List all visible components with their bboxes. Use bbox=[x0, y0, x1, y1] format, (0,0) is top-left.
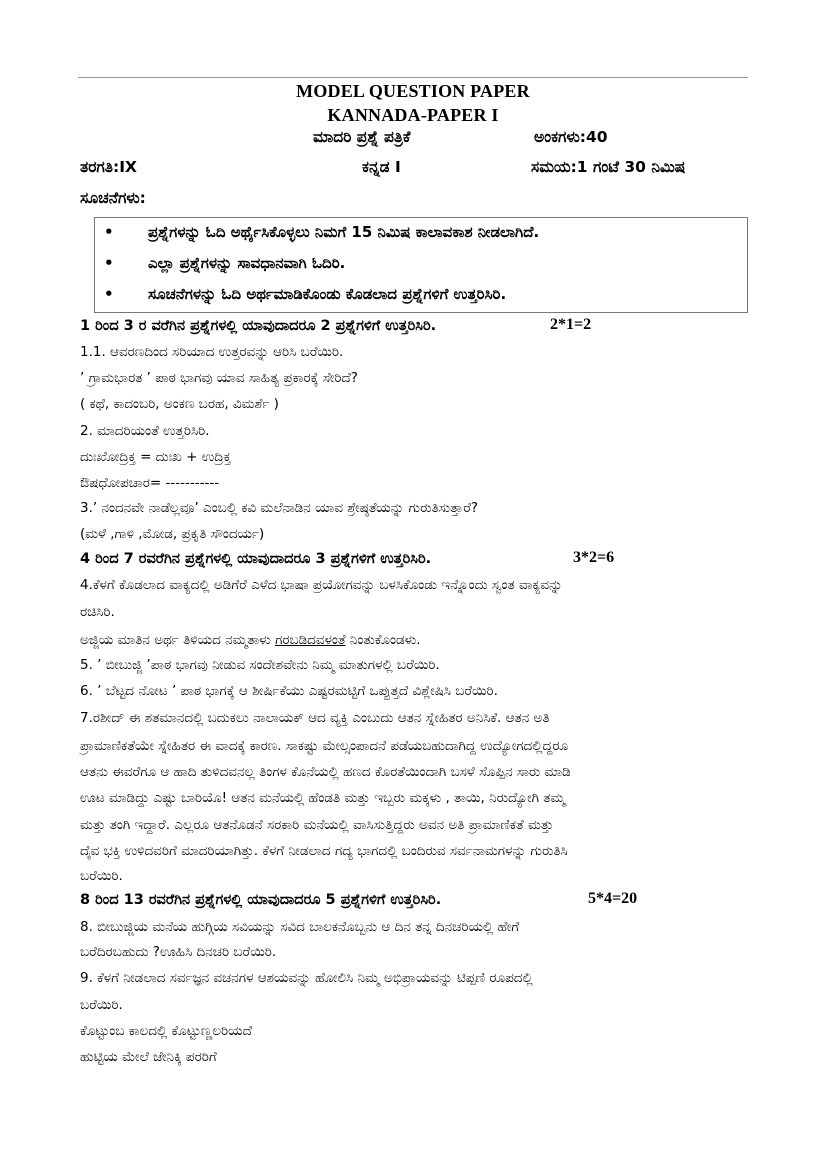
section-3-heading bbox=[80, 890, 638, 908]
section-2-heading bbox=[80, 549, 615, 567]
question-line: ಆತನು ಈವರೆಗೂ ಆ ಹಾದಿ ತುಳಿದವನಲ್ಲ ತಿಂಗಳ ಕೊನೆಯಲ್ಲಿ ಹಣದ ಕೊರತೆಯಿಂದಾಗಿ ಬಸಳೆ ಸೊಪ್ಪಿನ ಸಾರು ಮಾಡಿ bbox=[80, 764, 571, 780]
question-line: ಊಟ ಮಾಡಿದ್ದು ಎಷ್ಟು ಬಾರಿಯೊ! ಆತನ ಮನೆಯಲ್ಲಿ ಹೆಂಡತಿ ಮತ್ತು ಇಬ್ಬರು ಮಕ್ಕಳು , ತಾಯಿ, ನಿರುದ್ಯೋಗಿ ತಮ್ಮ bbox=[80, 790, 566, 806]
question-line: ದುಃಖೋದ್ರಿಕ್ತ = ದುಃಖ + ಉದ್ರಿಕ್ತ bbox=[80, 449, 231, 465]
question-line: 2. ಮಾದರಿಯಂತೆ ಉತ್ತರಿಸಿರಿ. bbox=[80, 423, 210, 439]
question-line: (ಮಳೆ ,ಗಾಳಿ ,ಮೋಡ, ಪ್ರಕೃತಿ ಸೌಂದರ್ಯ) bbox=[80, 526, 265, 542]
section-3-heading-text: 8 ರಿಂದ 13 ರವರೆಗಿನ ಪ್ರಶ್ನೆಗಳಲ್ಲಿ ಯಾವುದಾದರೂ 5 ಪ್ರಶ್ನೆಗಳಿಗೆ ಉತ್ತರಿಸಿರಿ. bbox=[80, 892, 442, 908]
question-line: 4.ಕೆಳಗೆ ಕೊಡಲಾದ ವಾಕ್ಯದಲ್ಲಿ ಅಡಿಗೆರೆ ಎಳೆದ ಭಾಷಾ ಪ್ರಯೋಗವನ್ನು ಬಳಸಿಕೊಂಡು ಇನ್ನೊಂದು ಸ್ವಂತ ವಾಕ್ಯವನ್ನು bbox=[80, 577, 563, 593]
class-label: ತರಗತಿ:IX bbox=[80, 158, 137, 176]
top-divider bbox=[78, 77, 748, 78]
instructions-label: ಸೂಚನೆಗಳು: bbox=[80, 189, 146, 207]
instruction-item bbox=[104, 285, 506, 303]
question-line: 5. ’ ಬೀಬುಜ್ಜಿ ’ಪಾಠ ಭಾಗವು ನೀಡುವ ಸಂದೇಶವೇನು ನಿಮ್ಮ ಮಾತುಗಳಲ್ಲಿ ಬರೆಯಿರಿ. bbox=[80, 657, 440, 673]
underlined-phrase: ಗರಬಡಿದವಳಂತೆ bbox=[275, 632, 346, 648]
question-line: ಬರೆಯಿರಿ. bbox=[80, 868, 123, 884]
sentence-part: ಅಜ್ಜಿಯ ಮಾತಿನ ಅರ್ಥ ತಿಳಿಯದ ನಮ್ಮತಾಳು bbox=[80, 632, 276, 648]
question-line: ಬರೆದಿರಬಹುದು ?ಊಹಿಸಿ ದಿನಚರಿ ಬರೆಯಿರಿ. bbox=[80, 944, 277, 960]
section-1-heading bbox=[80, 316, 592, 334]
instruction-item bbox=[104, 254, 345, 272]
question-line: 8. ಬೀಬುಜ್ಜಿಯ ಮನೆಯ ಹುಗ್ಗಿಯ ಸವಿಯನ್ನು ಸವಿದ ಬಾಲಕನೊಬ್ಬನು ಆ ದಿನ ತನ್ನ ದಿನಚರಿಯಲ್ಲಿ ಹೇಗೆ bbox=[80, 919, 520, 935]
bullet-icon: • bbox=[104, 285, 114, 303]
question-line: ಪ್ರಾಮಾಣಿಕತೆಯೇ ಸ್ನೇಹಿತರ ಈ ವಾದಕ್ಕೆ ಕಾರಣ. ಸಾಕಷ್ಟು ಮೇಲ್ಸಂಪಾದನೆ ಪಡೆಯಬಹುದಾಗಿದ್ದ ಉದ್ಯೋಗದಲ್ಲಿದ್ದರೂ bbox=[80, 738, 569, 754]
bullet-icon: • bbox=[104, 254, 114, 272]
verse-line: ಹುಟ್ಟಿಯ ಮೇಲೆ ಜೇನಿಕ್ಕಿ ಪರರಿಗೆ bbox=[80, 1049, 217, 1065]
section-2-marks: 3*2=6 bbox=[573, 549, 615, 566]
question-line: 6. ’ ಬೆಟ್ಟದ ನೋಟ ’ ಪಾಠ ಭಾಗಕ್ಕೆ ಆ ಶೀರ್ಷಿಕೆಯು ಎಷ್ಟರಮಟ್ಟಿಗೆ ಒಪ್ಪುತ್ತದೆ ವಿಶ್ಲೇಷಿಸಿ ಬರೆಯಿರಿ. bbox=[80, 683, 498, 699]
question-line: ( ಕಥೆ, ಕಾದಂಬರಿ, ಅಂಕಣ ಬರಹ, ವಿಮರ್ಶೆ ) bbox=[80, 396, 279, 412]
question-line: 9. ಕೆಳಗೆ ನೀಡಲಾದ ಸರ್ವಜ್ಞನ ವಚನಗಳ ಆಶಯವನ್ನು ಹೋಲಿಸಿ ನಿಮ್ಮ ಅಭಿಪ್ರಾಯವನ್ನು ಟಿಪ್ಪಣಿ ರೂಪದಲ್ಲಿ bbox=[80, 970, 533, 986]
sentence-part: ನಿಂತುಕೊಂಡಳು. bbox=[345, 632, 421, 648]
instruction-text: ಸೂಚನೆಗಳನ್ನು ಓದಿ ಅರ್ಥಮಾಡಿಕೊಂಡು ಕೊಡಲಾದ ಪ್ರಶ್ನೆಗಳಿಗೆ ಉತ್ತರಿಸಿರಿ. bbox=[148, 285, 507, 303]
question-line: ರಚಿಸಿರಿ. bbox=[80, 604, 115, 620]
bullet-icon: • bbox=[104, 223, 114, 241]
section-3-marks: 5*4=20 bbox=[588, 890, 638, 907]
instruction-text: ಎಲ್ಲಾ ಪ್ರಶ್ನೆಗಳನ್ನು ಸಾವಧಾನವಾಗಿ ಓದಿರಿ. bbox=[148, 254, 346, 272]
question-line bbox=[80, 632, 421, 648]
total-marks: ಅಂಕಗಳು:40 bbox=[534, 128, 608, 146]
paper-title: MODEL QUESTION PAPER bbox=[296, 81, 530, 101]
question-line: 7.ರಶೀದ್ ಈ ಶತಮಾನದಲ್ಲಿ ಬದುಕಲು ನಾಲಾಯಕ್ ಆದ ವ್ಯಕ್ತಿ ಎಂಬುದು ಆತನ ಸ್ನೇಹಿತರ ಅನಿಸಿಕೆ. ಆತನ ಅತಿ bbox=[80, 710, 550, 726]
question-line: ’ ಗ್ರಾಮಭಾರತ ’ ಪಾಠ ಭಾಗವು ಯಾವ ಸಾಹಿತ್ಯ ಪ್ರಕಾರಕ್ಕೆ ಸೇರಿದೆ? bbox=[80, 370, 358, 386]
paper-subtitle: KANNADA-PAPER I bbox=[327, 105, 499, 125]
section-1-heading-text: 1 ರಿಂದ 3 ರ ವರೆಗಿನ ಪ್ರಶ್ನೆಗಳಲ್ಲಿ ಯಾವುದಾದರೂ 2 ಪ್ರಶ್ನೆಗಳಿಗೆ ಉತ್ತರಿಸಿರಿ. bbox=[80, 318, 437, 334]
time-label: ಸಮಯ:1 ಗಂಟೆ 30 ನಿಮಿಷ bbox=[531, 158, 686, 176]
question-line: ಔಷಧೋಪಚಾರ= ----------- bbox=[80, 475, 220, 491]
paper-title-kannada: ಮಾದರಿ ಪ್ರಶ್ನೆ ಪತ್ರಿಕೆ bbox=[313, 128, 411, 146]
subject-label: ಕನ್ನಡ I bbox=[362, 158, 401, 176]
instruction-text: ಪ್ರಶ್ನೆಗಳನ್ನು ಓದಿ ಅರ್ಥೈಸಿಕೊಳ್ಳಲು ನಿಮಗೆ 15 ನಿಮಿಷ ಕಾಲಾವಕಾಶ ನೀಡಲಾಗಿದೆ. bbox=[148, 223, 540, 241]
question-line: ಬರೆಯಿರಿ. bbox=[80, 997, 123, 1013]
instruction-item bbox=[104, 223, 539, 241]
question-line: 1.1. ಆವರಣದಿಂದ ಸರಿಯಾದ ಉತ್ತರವನ್ನು ಆರಿಸಿ ಬರೆಯಿರಿ. bbox=[80, 344, 344, 360]
section-2-heading-text: 4 ರಿಂದ 7 ರವರೆಗಿನ ಪ್ರಶ್ನೆಗಳಲ್ಲಿ ಯಾವುದಾದರೂ 3 ಪ್ರಶ್ನೆಗಳಿಗೆ ಉತ್ತರಿಸಿರಿ. bbox=[80, 551, 432, 567]
question-line: ಮತ್ತು ತಂಗಿ ಇದ್ದಾರೆ. ಎಲ್ಲರೂ ಆತನೊಡನೆ ಸರಕಾರಿ ಮನೆಯಲ್ಲಿ ವಾಸಿಸುತ್ತಿದ್ದರು ಅವನ ಅತಿ ಪ್ರಾಮಾಣಿಕತೆ ಮತ್ತು bbox=[80, 817, 554, 833]
question-line: 3.’ ನಂದನವೇ ನಾಡೆಲ್ಲವೂ’ ಎಂಬಲ್ಲಿ ಕವಿ ಮಲೆನಾಡಿನ ಯಾವ ಶ್ರೇಷ್ಠತೆಯನ್ನು ಗುರುತಿಸುತ್ತಾರೆ? bbox=[80, 500, 479, 516]
section-1-marks: 2*1=2 bbox=[550, 316, 592, 333]
verse-line: ಕೊಟ್ಟುಂಬ ಕಾಲದಲ್ಲಿ ಕೊಟ್ಟುಣ್ಣಲರಿಯದೆ bbox=[80, 1023, 252, 1039]
question-line: ದೈವ ಭಕ್ತಿ ಉಳಿದವರಿಗೆ ಮಾದರಿಯಾಗಿತ್ತು. ಕೆಳಗೆ ನೀಡಲಾದ ಗದ್ಯ ಭಾಗದಲ್ಲಿ ಬಂದಿರುವ ಸರ್ವನಾಮಗಳನ್ನು ಗುರುತಿಸಿ bbox=[80, 843, 568, 859]
